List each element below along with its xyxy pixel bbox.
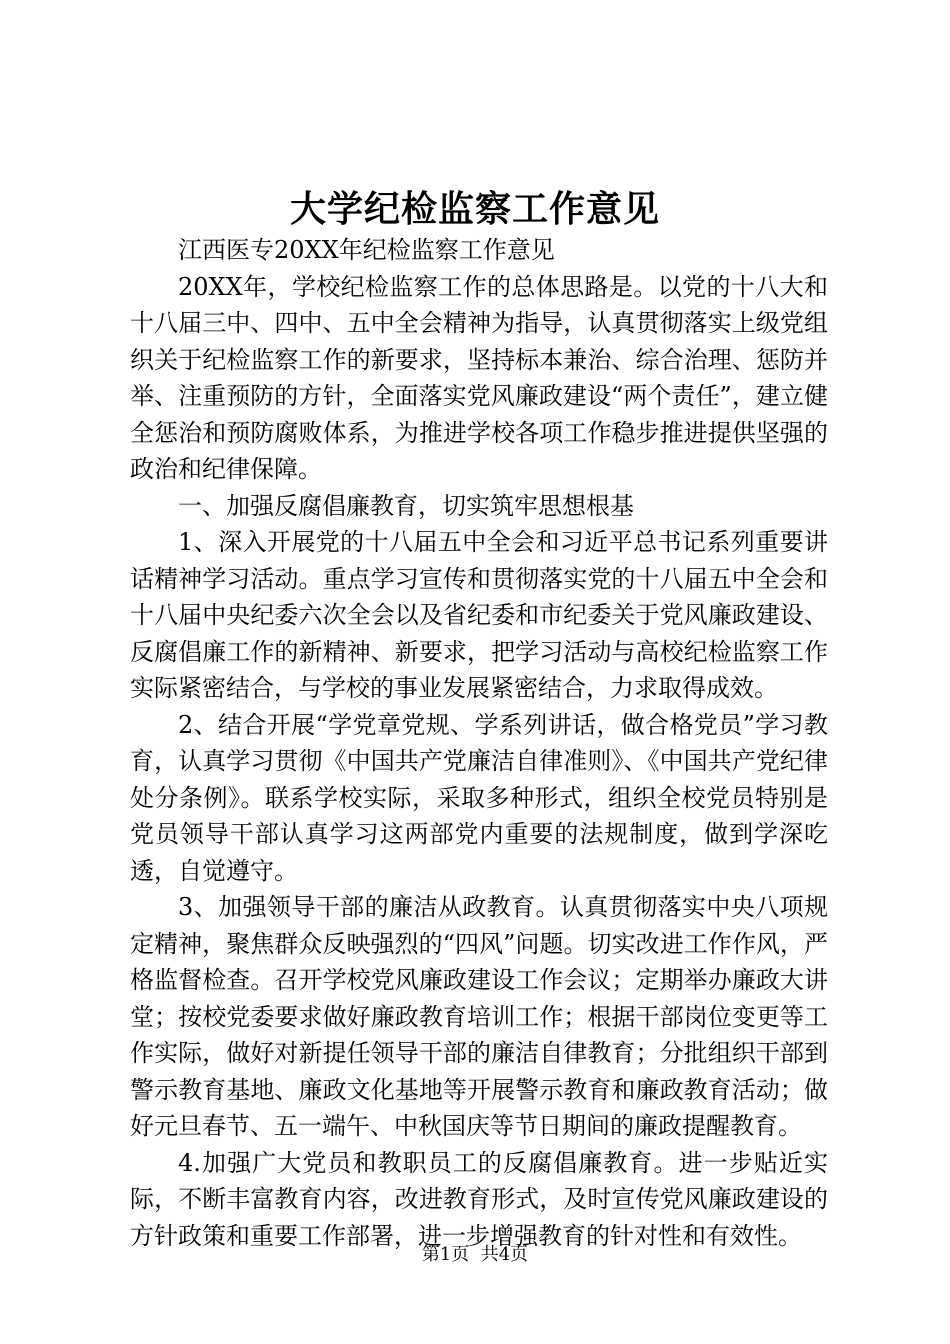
document-subtitle: 江西医专20XX年纪检监察工作意见 bbox=[178, 236, 555, 264]
paragraph-item-2: 2、结合开展“学党章党规、学系列讲话，做合格党员”学习教育，认真学习贯彻《中国共产党廉洁自律准则》、《中国共产党纪律处分条例》。联系学校实际，采取多种形式，组织全校党员特别是党员领导干部认真学习这两部党内重要的法规制度，做到学深吃透，自觉遵守。 bbox=[130, 710, 828, 885]
paragraph-overview: 20XX年，学校纪检监察工作的总体思路是。以党的十八大和十八届三中、四中、五中全会精神为指导，认真贯彻落实上级党组织关于纪检监察工作的新要求，坚持标本兼治、综合治理、惩防并举、注重预防的方针，全面落实党风廉政建设“两个责任”，建立健全惩治和预防腐败体系，为推进学校各项工作稳步推进提供坚强的政治和纪律保障。 bbox=[130, 272, 828, 483]
paragraph-item-1: 1、深入开展党的十八届五中全会和习近平总书记系列重要讲话精神学习活动。重点学习宣传和贯彻落实党的十八届五中全会和十八届中央纪委六次全会以及省纪委和市纪委关于党风廉政建设、反腐倡廉工作的新精神、新要求，把学习活动与高校纪检监察工作实际紧密结合，与学校的事业发展紧密结合，力求取得成效。 bbox=[130, 528, 828, 702]
paragraph-item-4: 4.加强广大党员和教职员工的反腐倡廉教育。进一步贴近实际，不断丰富教育内容，改进教育形式，及时宣传党风廉政建设的方针政策和重要工作部署，进一步增强教育的针对性和有效性。 bbox=[130, 1148, 828, 1250]
page-footer: 第1页 共4页 bbox=[421, 1244, 529, 1265]
document-title: 大学纪检监察工作意见 bbox=[289, 188, 660, 230]
document-body bbox=[130, 232, 828, 1254]
paragraph-item-3: 3、加强领导干部的廉洁从政教育。认真贯彻落实中央八项规定精神，聚焦群众反映强烈的“四风”问题。切实改进工作作风，严格监督检查。召开学校党风廉政建设工作会议；定期举办廉政大讲堂；按校党委要求做好廉政教育培训工作；根据干部岗位变更等工作实际，做好对新提任领导干部的廉洁自律教育；分批组织干部到警示教育基地、廉政文化基地等开展警示教育和廉政教育活动；做好元旦春节、五一端午、中秋国庆等节日期间的廉政提醒教育。 bbox=[130, 893, 828, 1140]
section-heading: 一、加强反腐倡廉教育，切实筑牢思想根基 bbox=[178, 491, 634, 520]
